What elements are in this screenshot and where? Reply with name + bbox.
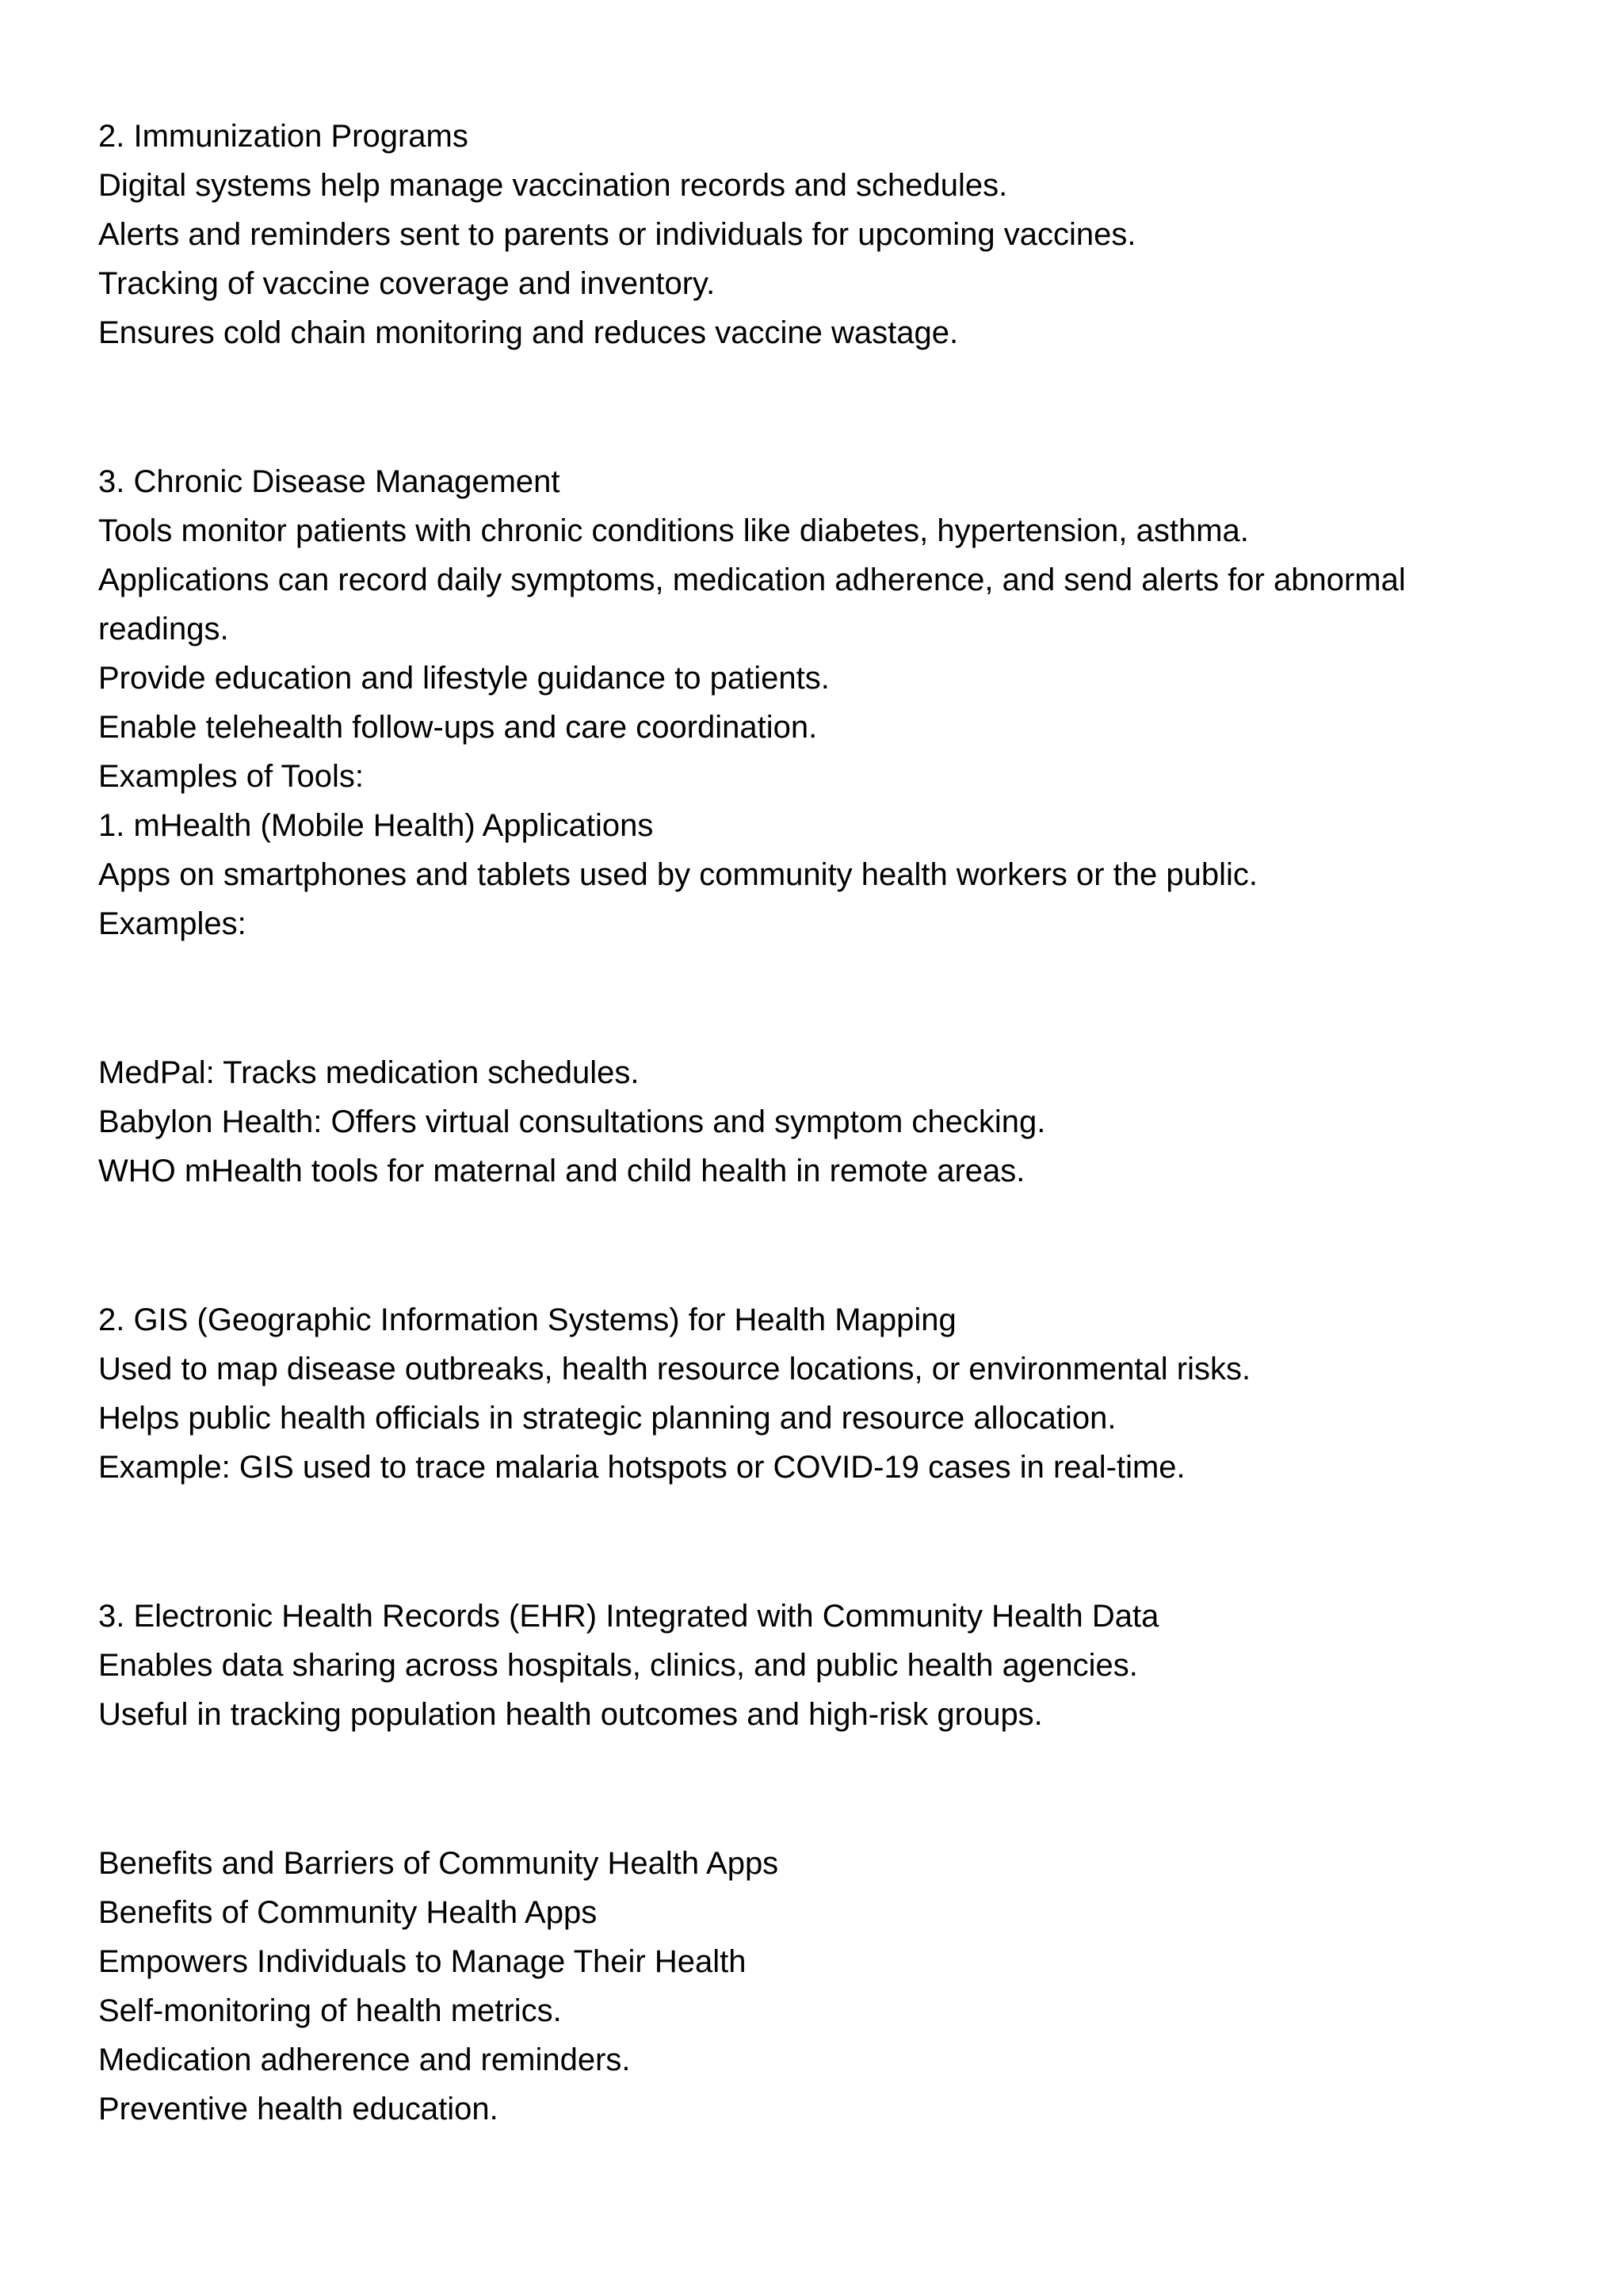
text-line: Provide education and lifestyle guidance to patients. [98,661,830,696]
text-line: Alerts and reminders sent to parents or individuals for upcoming vaccines. [98,217,1136,252]
text-line: Examples: [98,906,246,941]
text-line: readings. [98,612,229,646]
heading-chronic-disease-management: 3. Chronic Disease Management [98,464,560,499]
heading-empowers-individuals: Empowers Individuals to Manage Their Health [98,1944,747,1979]
heading-gis-health-mapping: 2. GIS (Geographic Information Systems) for Health Mapping [98,1302,957,1337]
text-line: Preventive health education. [98,2092,498,2126]
text-line: MedPal: Tracks medication schedules. [98,1055,640,1090]
text-line: Helps public health officials in strategic planning and resource allocation. [98,1401,1117,1436]
text-line: WHO mHealth tools for maternal and child health in remote areas. [98,1154,1025,1188]
text-line: Babylon Health: Offers virtual consultations and symptom checking. [98,1104,1046,1139]
text-line: Enable telehealth follow-ups and care coordination. [98,710,818,745]
text-line: Used to map disease outbreaks, health resource locations, or environmental risks. [98,1352,1251,1386]
text-line: Medication adherence and reminders. [98,2042,631,2077]
text-line: Tracking of vaccine coverage and inventory. [98,266,716,301]
heading-examples-of-tools: Examples of Tools: [98,759,364,794]
heading-immunization-programs: 2. Immunization Programs [98,119,468,154]
text-line: Useful in tracking population health outcomes and high-risk groups. [98,1697,1043,1732]
text-line: Ensures cold chain monitoring and reduces vaccine wastage. [98,315,959,350]
heading-benefits: Benefits of Community Health Apps [98,1895,598,1930]
text-line: Applications can record daily symptoms, medication adherence, and send alerts for abnormal [98,563,1406,597]
text-line: Tools monitor patients with chronic conditions like diabetes, hypertension, asthma. [98,513,1249,548]
text-line: Digital systems help manage vaccination records and schedules. [98,168,1008,203]
text-line: Enables data sharing across hospitals, clinics, and public health agencies. [98,1648,1138,1683]
text-line: Example: GIS used to trace malaria hotspots or COVID-19 cases in real-time. [98,1450,1186,1485]
heading-ehr-integrated: 3. Electronic Health Records (EHR) Integrated with Community Health Data [98,1599,1159,1634]
text-line: Self-monitoring of health metrics. [98,1993,562,2028]
text-line: Apps on smartphones and tablets used by community health workers or the public. [98,857,1258,892]
heading-benefits-and-barriers: Benefits and Barriers of Community Health Apps [98,1846,779,1881]
heading-mhealth-applications: 1. mHealth (Mobile Health) Applications [98,808,654,843]
